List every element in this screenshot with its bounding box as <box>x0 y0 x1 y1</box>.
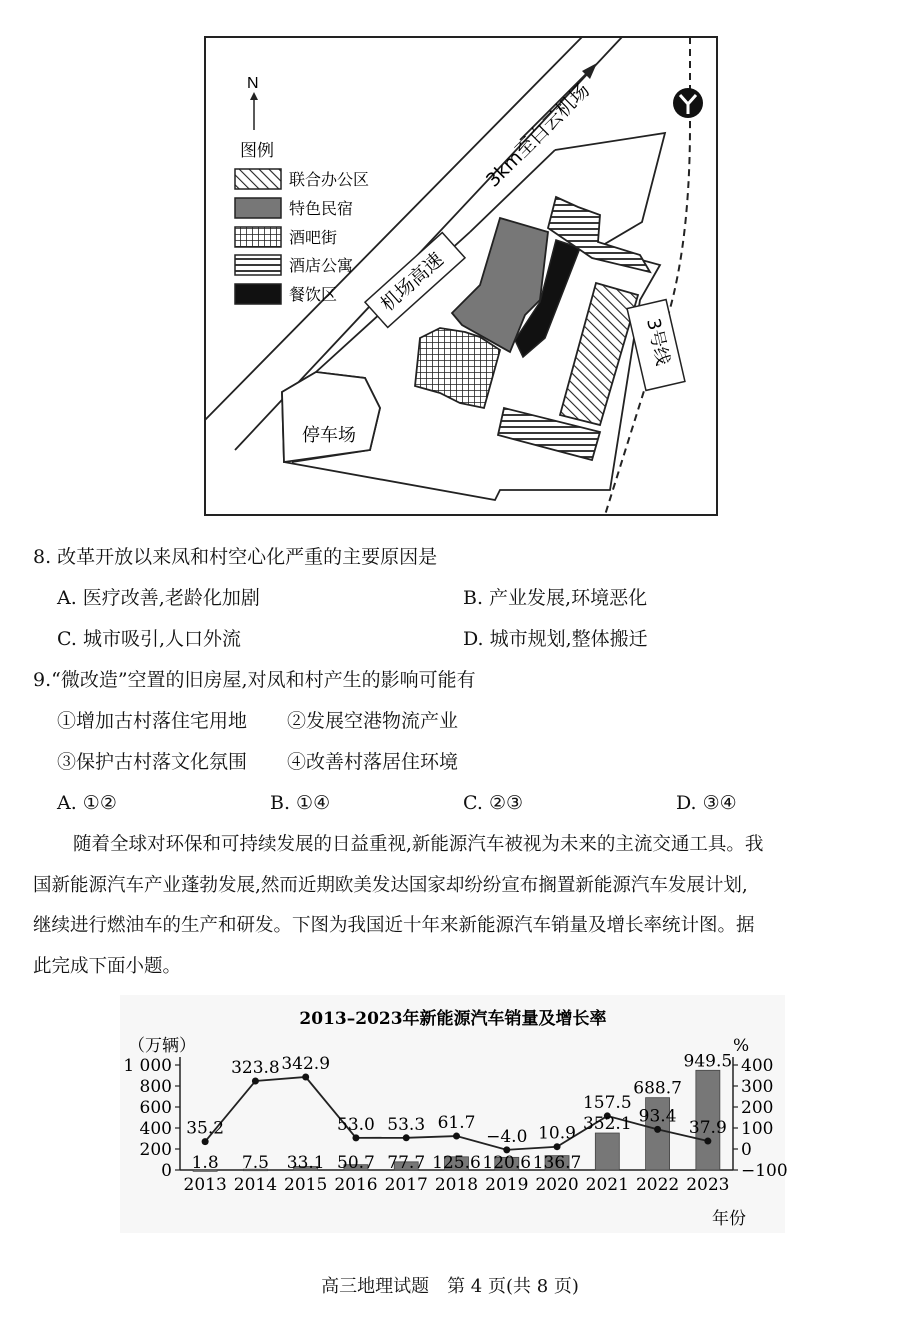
question-8-option-b[interactable]: B. 产业发展,环境恶化 <box>463 587 648 609</box>
growth-rate-label: −4.0 <box>486 1126 528 1147</box>
question-8-option-a[interactable]: A. 医疗改善,老龄化加剧 <box>57 587 260 609</box>
sales-label: 120.6 <box>482 1153 532 1173</box>
highway-label: 机场高速 <box>376 248 448 316</box>
growth-rate-point <box>202 1138 209 1145</box>
growth-rate-label: 10.9 <box>538 1123 576 1144</box>
sales-label: 50.7 <box>337 1153 375 1173</box>
right-tick-label: 100 <box>741 1119 774 1139</box>
legend-label-dining: 餐饮区 <box>289 285 338 304</box>
question-9-option-d[interactable]: D. ③④ <box>676 792 737 814</box>
x-tick-label: 2013 <box>183 1175 227 1195</box>
question-9-item-3: ③保护古村落文化氛围 <box>57 751 248 773</box>
legend-label-hotel: 酒店公寓 <box>289 256 354 275</box>
right-tick-label: −100 <box>741 1161 788 1181</box>
metro-icon <box>673 88 703 118</box>
growth-rate-label: 37.9 <box>688 1118 727 1139</box>
x-tick-label: 2017 <box>384 1175 428 1195</box>
growth-rate-label: 323.8 <box>231 1058 280 1079</box>
growth-rate-label: 53.3 <box>387 1114 426 1135</box>
legend-swatch-bar-street <box>235 227 281 247</box>
question-9-item-2: ②发展空港物流产业 <box>287 710 459 732</box>
left-tick-label: 400 <box>139 1119 172 1139</box>
right-tick-label: 0 <box>741 1140 752 1160</box>
growth-rate-label: 157.5 <box>582 1092 632 1113</box>
right-tick-label: 200 <box>741 1098 774 1118</box>
x-tick-label: 2022 <box>635 1175 680 1195</box>
question-9-option-b[interactable]: B. ①④ <box>270 792 331 814</box>
growth-rate-point <box>302 1073 309 1080</box>
question-8-option-d[interactable]: D. 城市规划,整体搬迁 <box>463 628 648 650</box>
context-paragraph <box>33 825 873 987</box>
legend-swatch-hotel <box>235 255 281 275</box>
question-8-stem: 8. 改革开放以来凤和村空心化严重的主要原因是 <box>33 546 438 568</box>
legend-label-homestay: 特色民宿 <box>289 199 354 218</box>
legend-swatch-homestay <box>235 198 281 218</box>
left-tick-label: 0 <box>161 1161 172 1181</box>
airport-direction-label: 3km至白云机场 <box>481 79 595 192</box>
legend-swatch-dining <box>235 284 281 304</box>
growth-rate-label: 93.4 <box>638 1106 677 1127</box>
question-9-stem: 9.“微改造”空置的旧房屋,对凤和村产生的影响可能有 <box>33 669 476 691</box>
chart-title: 2013–2023年新能源汽车销量及增长率 <box>299 1009 607 1029</box>
right-tick-label: 400 <box>741 1056 774 1076</box>
growth-rate-point <box>453 1133 460 1140</box>
sales-label: 125.6 <box>432 1153 481 1173</box>
growth-rate-point <box>252 1078 259 1085</box>
legend-label-bar-street: 酒吧街 <box>289 228 338 247</box>
legend-label-coworking: 联合办公区 <box>289 170 370 189</box>
growth-rate-point <box>654 1126 661 1133</box>
left-axis-unit: （万辆） <box>128 1036 196 1056</box>
metro-line-label: 3号线 <box>642 316 674 368</box>
x-axis-label: 年份 <box>712 1209 746 1229</box>
sales-label: 77.7 <box>387 1153 426 1173</box>
parking-label: 停车场 <box>302 425 356 446</box>
sales-label: 7.5 <box>241 1153 269 1173</box>
x-tick-label: 2014 <box>233 1175 278 1195</box>
x-tick-label: 2021 <box>585 1175 629 1195</box>
sales-bar <box>595 1133 619 1170</box>
x-tick-label: 2019 <box>485 1175 529 1195</box>
x-tick-label: 2018 <box>434 1175 479 1195</box>
area-map <box>0 0 900 540</box>
growth-rate-point <box>704 1138 711 1145</box>
growth-rate-label: 61.7 <box>437 1113 476 1134</box>
legend-title: 图例 <box>240 141 274 161</box>
page-footer: 高三地理试题 第 4 页(共 8 页) <box>321 1276 579 1297</box>
sales-label: 949.5 <box>683 1051 733 1072</box>
paragraph-line-2: 国新能源汽车产业蓬勃发展,然而近期欧美发达国家却纷纷宣布搁置新能源汽车发展计划, <box>33 874 748 896</box>
growth-rate-label: 53.0 <box>337 1114 375 1135</box>
sales-label: 688.7 <box>633 1078 682 1099</box>
x-tick-label: 2016 <box>334 1175 378 1195</box>
question-9-option-a[interactable]: A. ①② <box>57 792 117 814</box>
sales-label: 1.8 <box>191 1153 219 1173</box>
left-tick-label: 1 000 <box>123 1056 172 1076</box>
paragraph-line-4: 此完成下面小题。 <box>33 955 182 977</box>
question-9-item-1: ①增加古村落住宅用地 <box>57 710 248 732</box>
x-tick-label: 2020 <box>535 1175 579 1195</box>
growth-rate-point <box>352 1134 359 1141</box>
left-tick-label: 600 <box>139 1098 172 1118</box>
left-tick-label: 800 <box>139 1077 172 1097</box>
left-tick-label: 200 <box>139 1140 172 1160</box>
sales-label: 33.1 <box>286 1153 325 1173</box>
growth-rate-label: 342.9 <box>281 1053 331 1074</box>
right-axis-unit: % <box>733 1036 750 1056</box>
sales-label: 136.7 <box>532 1153 582 1173</box>
paragraph-line-3: 继续进行燃油车的生产和研发。下图为我国近十年来新能源汽车销量及增长率统计图。据 <box>33 915 755 936</box>
ev-sales-chart <box>0 995 900 1235</box>
growth-rate-label: 35.2 <box>186 1118 225 1139</box>
question-9-option-c[interactable]: C. ②③ <box>463 792 524 814</box>
sales-label: 352.1 <box>582 1114 632 1135</box>
growth-rate-point <box>403 1134 410 1141</box>
question-9-item-4: ④改善村落居住环境 <box>287 751 459 773</box>
north-label: N <box>247 75 259 92</box>
x-tick-label: 2023 <box>686 1175 730 1195</box>
right-tick-label: 300 <box>741 1077 774 1097</box>
x-tick-label: 2015 <box>284 1175 328 1195</box>
question-8-option-c[interactable]: C. 城市吸引,人口外流 <box>57 628 241 650</box>
legend-swatch-coworking <box>235 169 281 189</box>
paragraph-line-1: 随着全球对环保和可持续发展的日益重视,新能源汽车被视为未来的主流交通工具。我 <box>73 834 764 855</box>
growth-rate-point <box>554 1143 561 1150</box>
